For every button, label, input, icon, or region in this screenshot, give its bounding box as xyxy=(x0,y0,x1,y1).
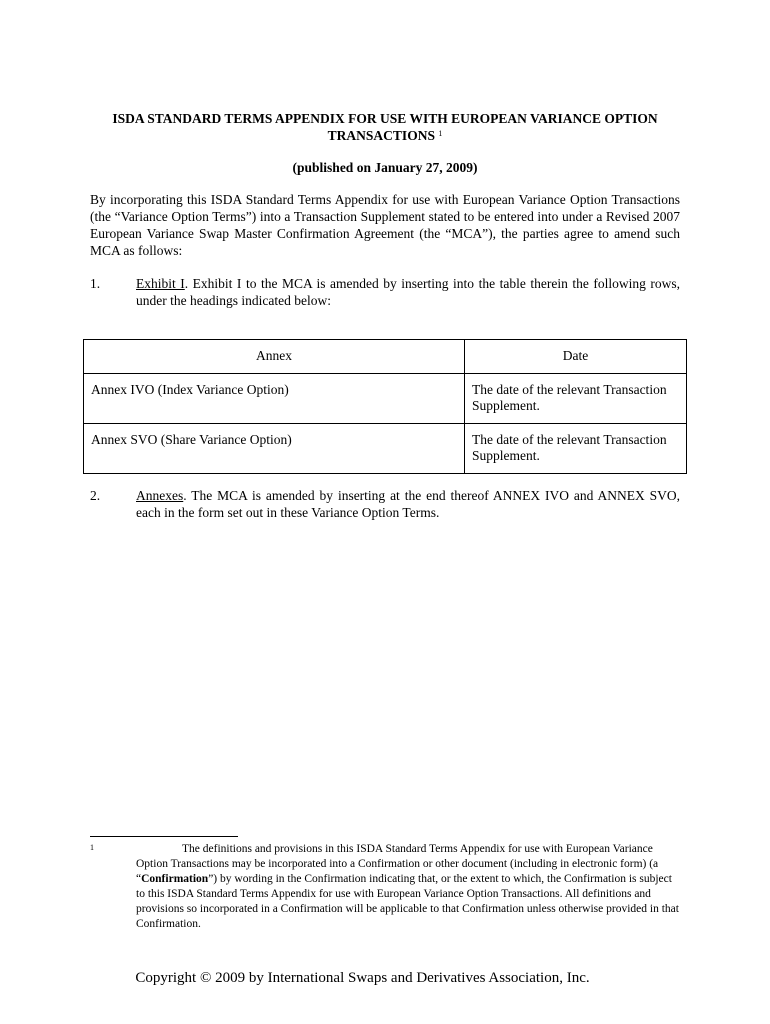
copyright-notice: Copyright © 2009 by International Swaps and Derivatives Association, Inc. xyxy=(135,970,590,986)
footnote xyxy=(90,842,680,932)
publication-date: (published on January 27, 2009) xyxy=(292,160,478,175)
annex-table-header-annex: Annex xyxy=(84,340,465,374)
footnote-text-after: ”) by wording in the Confirmation indicating that, or the extent to which, the Confirmation is subject to this ISDA Standard Terms Appendix for use with European Variance Option Transactions. All definitions and provisions so incorporated in a Confirmation will be applicable to that Confirmation unless otherwise provided in that Confirmation. xyxy=(136,873,679,930)
section-2-text: . The MCA is amended by inserting at the end thereof ANNEX IVO and ANNEX SVO, each in the form set out in these Variance Option Terms. xyxy=(136,488,680,520)
document-title xyxy=(84,110,686,144)
footnote-mark: 1 xyxy=(90,843,94,852)
document-title-line1: ISDA STANDARD TERMS APPENDIX FOR USE WITH EUROPEAN VARIANCE OPTION xyxy=(112,111,658,126)
annex-table-header-row xyxy=(84,340,687,374)
table-cell-date: The date of the relevant Transaction Supplement. xyxy=(465,373,687,423)
section-1-number: 1. xyxy=(90,276,101,291)
section-2-heading: Annexes xyxy=(136,488,184,503)
title-footnote-reference[interactable]: 1 xyxy=(438,129,443,138)
table-cell-date: The date of the relevant Transaction Supplement. xyxy=(465,423,687,473)
intro-paragraph: By incorporating this ISDA Standard Terms Appendix for use with European Variance Option Transactions (the “Variance Option Terms”) into a Transaction Supplement stated to be entered into under a Revised 2007 European Variance Swap Master Confirmation Agreement (the “MCA”), the parties agree to amend such MCA as follows: xyxy=(90,192,680,258)
annex-table-header-date: Date xyxy=(465,340,687,374)
table-row xyxy=(84,373,687,423)
section-2-number: 2. xyxy=(90,488,101,503)
table-cell-annex: Annex SVO (Share Variance Option) xyxy=(84,423,465,473)
footnote-divider xyxy=(90,836,238,837)
footnote-text-before: The definitions and provisions in this ISDA Standard Terms Appendix for use with European Variance Option Transactions may be incorporated into a Confirmation or other document (including in electronic form) (a “ xyxy=(136,843,659,885)
footnote-bold-term: Confirmation xyxy=(141,873,209,885)
section-1-heading: Exhibit I xyxy=(136,276,185,291)
section-2-body xyxy=(136,487,680,521)
annex-table xyxy=(83,339,687,474)
table-cell-annex: Annex IVO (Index Variance Option) xyxy=(84,373,465,423)
section-1-text: . Exhibit I to the MCA is amended by inserting into the table therein the following rows, under the headings indicated below: xyxy=(136,276,680,308)
footnote-body xyxy=(136,842,680,932)
section-1 xyxy=(90,275,680,309)
section-2 xyxy=(90,487,680,521)
section-1-body xyxy=(136,275,680,309)
table-row xyxy=(84,423,687,473)
document-title-line2: TRANSACTIONS xyxy=(327,128,435,143)
